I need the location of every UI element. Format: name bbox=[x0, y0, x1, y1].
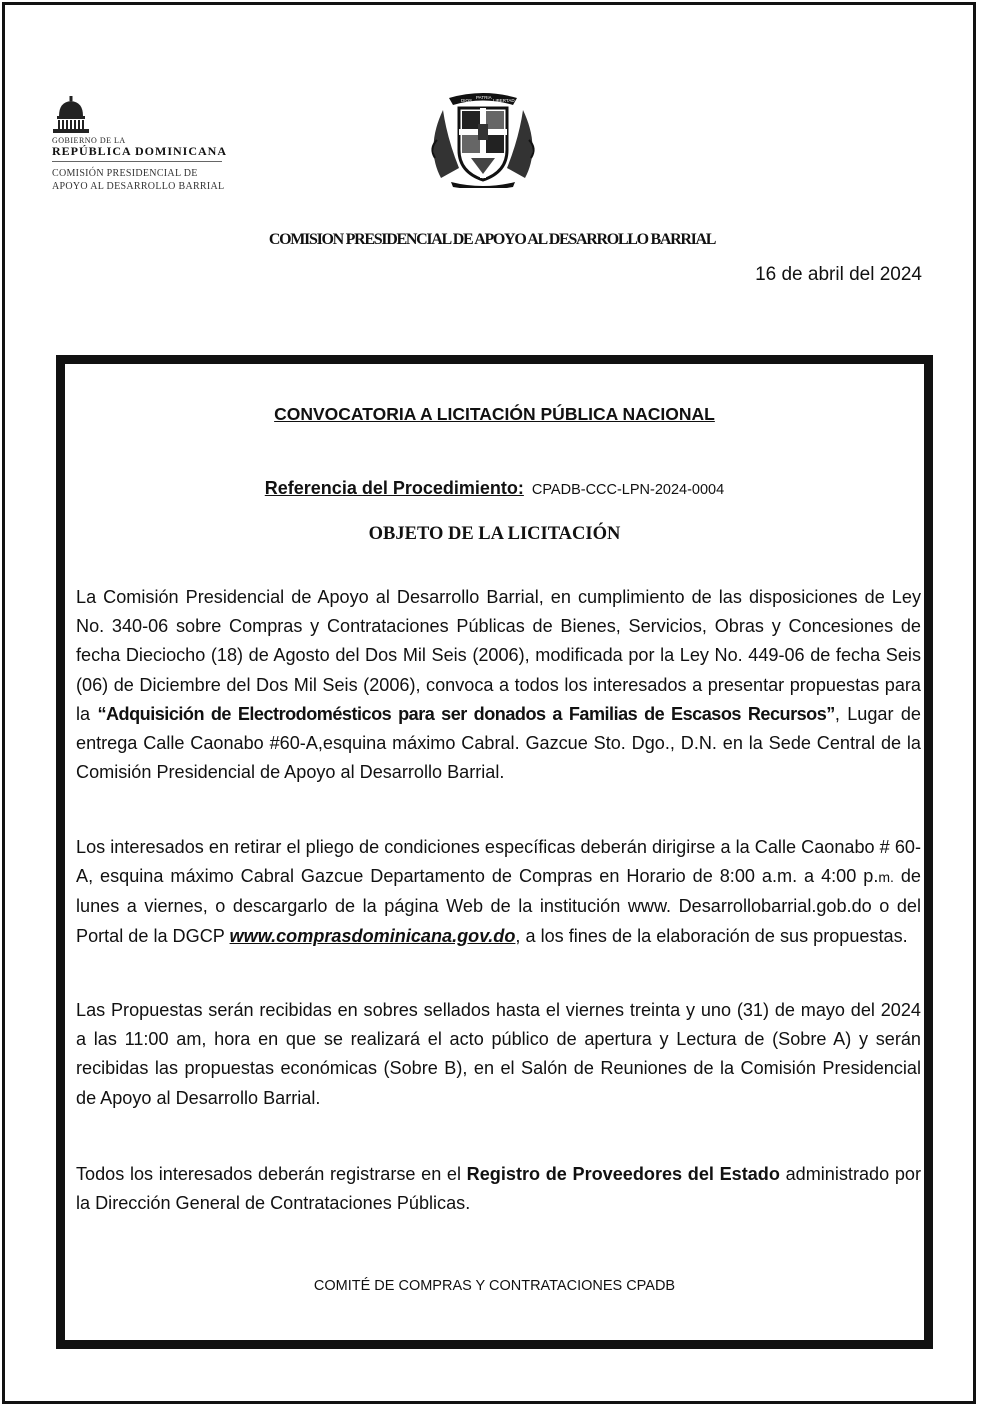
government-line-1: GOBIERNO DE LA bbox=[52, 136, 126, 145]
organization-title: COMISION PRESIDENCIAL DE APOYO AL DESARROLLO BARRIAL bbox=[268, 231, 716, 248]
paragraph-pliego: Los interesados en retirar el pliego de condiciones específicas deberán dirigirse a la Calle Caonabo # 60-A, esquina máximo Cabral Gazcue Departamento de Compras en Horario de 8:00 a.m. a 4:00 p.m. de lunes a viernes, o descargarlo de la página Web de la institución www. Desarrollobarrial.gob.do o del Portal de la DGCP www.comprasdominicana.gov.do, a los fines de la elaboración de sus propuestas. bbox=[76, 837, 921, 946]
committee-signature: COMITÉ DE COMPRAS Y CONTRATACIONES CPADB bbox=[313, 1278, 676, 1294]
logo-divider bbox=[52, 161, 222, 162]
coat-of-arms-icon bbox=[421, 88, 545, 188]
reference-code: CPADB-CCC-LPN-2024-0004 bbox=[531, 482, 725, 498]
registro-proveedores: Registro de Proveedores del Estado bbox=[466, 1164, 780, 1184]
motto-patria: PATRIA bbox=[476, 95, 492, 100]
compras-dominicana-link[interactable]: www.comprasdominicana.gov.do bbox=[229, 925, 516, 946]
objeto-heading: OBJETO DE LA LICITACIÓN bbox=[368, 524, 621, 544]
reference-line bbox=[65, 478, 924, 499]
paragraph-registro: Todos los interesados deberán registrarse en el Registro de Proveedores del Estado administrado por la Dirección General de Contrataciones Públicas. bbox=[76, 1164, 921, 1214]
reference-label: Referencia del Procedimiento: bbox=[264, 478, 524, 498]
motto-libertad: LIBERTAD bbox=[493, 98, 515, 103]
notice-title: CONVOCATORIA A LICITACIÓN PÚBLICA NACIONAL bbox=[274, 404, 715, 424]
procurement-object: “Adquisición de Electrodomésticos para ser donados a Familias de Escasos Recursos” bbox=[97, 703, 835, 724]
commission-line-2: APOYO AL DESARROLLO BARRIAL bbox=[52, 181, 225, 192]
paragraph-propuestas: Las Propuestas serán recibidas en sobres sellados hasta el viernes treinta y uno (31) de mayo del 2024 a las 11:00 am, hora en que se realizará el acto público de apertura y Lectura de (Sobre A) y serán recibidas las propuestas económicas (Sobre B), en el Salón de Reuniones de la Comisión Presidencial de Apoyo al Desarrollo Barrial. bbox=[76, 1000, 921, 1108]
notice-box bbox=[56, 355, 933, 1349]
motto-dios: DIOS bbox=[461, 98, 473, 103]
government-line-2: REPÚBLICA DOMINICANA bbox=[52, 144, 228, 158]
issue-date: 16 de abril del 2024 bbox=[755, 264, 922, 285]
commission-line-1: COMISIÓN PRESIDENCIAL DE bbox=[52, 168, 198, 179]
paragraph-objeto: La Comisión Presidencial de Apoyo al Desarrollo Barrial, en cumplimiento de las disposiciones de Ley No. 340-06 sobre Compras y Contrataciones Públicas de Bienes, Servicios, Obras y Concesiones de fecha Dieciocho (18) de Agosto del Dos Mil Seis (2006), modificada por la Ley No. 449-06 de fecha Seis (06) de Diciembre del Dos Mil Seis (2006), convoca a todos los interesados a presentar propuestas para la “Adquisición de Electrodomésticos para ser donados a Familias de Escasos Recursos”, Lugar de entrega Calle Caonabo #60-A,esquina máximo Cabral. Gazcue Sto. Dgo., D.N. en la Sede Central de la Comisión Presidencial de Apoyo al Desarrollo Barrial. bbox=[76, 587, 921, 783]
capitol-dome-icon bbox=[50, 96, 92, 134]
